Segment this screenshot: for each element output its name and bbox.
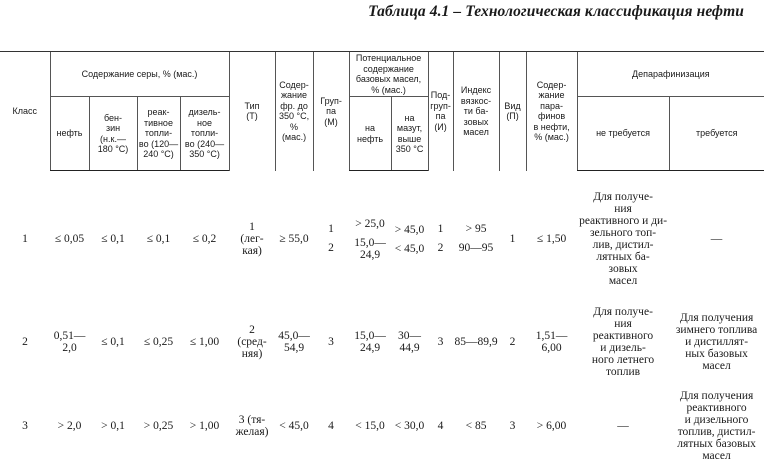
cell-fr: < 45,0 [279, 420, 309, 432]
cell-neft: ≤ 0,05 [54, 233, 85, 245]
cell-na-neft: 15,0— 24,9 [354, 330, 386, 354]
cell-benzin: ≤ 0,1 [101, 233, 125, 245]
cell-vid: 2 [509, 336, 516, 348]
cell-tip: 3 (тя- желая) [235, 414, 269, 438]
cell-ne-treb: Для получе- ния реактивного и дизель- ного летнего топлив [591, 306, 655, 378]
cell-parafin: > 6,00 [536, 420, 567, 432]
classification-table [0, 51, 764, 466]
cell-treb: Для получения зимнего топлива и дистиллят- ных базовых масел [675, 312, 758, 372]
header-tip: Тип (Т) [229, 52, 275, 171]
header-potential-group: Потенциальное содержание базовых масел, % (мас.) [349, 52, 428, 97]
cell-na-neft: < 15,0 [355, 420, 385, 432]
cell-parafin: ≤ 1,50 [536, 232, 567, 245]
cell-indeks: < 85 [465, 420, 487, 432]
cell-podgruppa: 4 [437, 420, 444, 432]
cell-fr: ≥ 55,0 [279, 232, 309, 245]
cell-na-mazut: > 45,0 < 45,0 [394, 223, 425, 255]
cell-tip: 2 (сред- няя) [237, 324, 267, 360]
cell-gruppa: 4 [328, 420, 334, 432]
header-na-neft: на нефть [349, 97, 391, 171]
cell-klass: 1 [22, 232, 28, 245]
cell-parafin: 1,51— 6,00 [535, 330, 568, 354]
cell-benzin: ≤ 0,1 [101, 336, 125, 348]
cell-klass: 3 [22, 420, 28, 432]
cell-gruppa: 1 2 [328, 223, 334, 255]
cell-reakt: ≤ 0,25 [143, 336, 174, 348]
cell-fr: 45,0— 54,9 [278, 330, 310, 354]
header-dizelnoe: дизель- ное топли- во (240— 350 °С) [180, 97, 229, 171]
header-gruppa: Груп- па (М) [313, 52, 349, 171]
cell-indeks: 85—89,9 [454, 336, 498, 348]
header-vid: Вид (П) [499, 52, 526, 171]
cell-benzin: > 0,1 [101, 420, 125, 432]
table-row [0, 380, 764, 466]
cell-klass: 2 [22, 336, 28, 348]
header-reaktivnoe: реак- тивное топли- во (120— 240 °С) [137, 97, 180, 171]
header-soderzhanie-fr: Содер- жание фр. до 350 °С, % (мас.) [275, 52, 313, 171]
cell-neft: 0,51— 2,0 [53, 330, 86, 354]
cell-dizel: ≤ 1,00 [189, 336, 220, 348]
cell-na-mazut: < 30,0 [394, 420, 425, 432]
table-row [0, 298, 764, 380]
header-neft: нефть [50, 97, 89, 171]
cell-indeks: > 95 90—95 [458, 223, 494, 255]
cell-tip: 1 (лег- кая) [240, 220, 264, 257]
cell-dizel: ≤ 0,2 [192, 233, 217, 245]
cell-dizel: > 1,00 [189, 420, 220, 432]
header-indeks: Индекс вязкос- ти ба- зовых масел [453, 52, 499, 171]
header-podgruppa: Под- груп- па (И) [428, 52, 453, 171]
header-benzin: бен- зин (н.к.— 180 °С) [89, 97, 137, 171]
cell-neft: > 2,0 [57, 420, 82, 432]
cell-podgruppa: 1 2 [437, 223, 444, 255]
cell-ne-treb: Для получе- ния реактивного и ди- зельного топ- лив, дистил- лятных ба- зовых масел [579, 191, 668, 287]
cell-na-neft: > 25,0 15,0— 24,9 [354, 217, 386, 261]
header-parafin: Содер- жание пара- финов в нефти, % (мас.) [526, 52, 577, 171]
cell-vid: 1 [509, 232, 516, 245]
cell-ne-treb: — [617, 420, 629, 432]
header-deparaf: Депарафинизация [577, 52, 764, 97]
cell-reakt: ≤ 0,1 [146, 233, 171, 245]
cell-treb: — [710, 233, 723, 245]
table-row [0, 171, 764, 299]
header-klass: Класс [0, 52, 50, 171]
cell-treb: Для получения реактивного и дизельного топлив, дистил- лятных базовых масел [677, 390, 756, 462]
header-na-mazut: на мазут, выше 350 °С [391, 97, 428, 171]
header-trebuetsya: требуется [669, 97, 764, 171]
header-sulfur-group: Содержание серы, % (мас.) [50, 52, 229, 97]
page-title: Таблица 4.1 – Технологическая классификация нефти [368, 3, 744, 20]
cell-gruppa: 3 [328, 336, 334, 348]
cell-podgruppa: 3 [437, 336, 444, 348]
cell-vid: 3 [509, 420, 516, 432]
cell-na-mazut: 30— 44,9 [398, 330, 422, 354]
header-ne-trebuetsya: не требуется [577, 97, 669, 171]
cell-reakt: > 0,25 [143, 420, 174, 432]
